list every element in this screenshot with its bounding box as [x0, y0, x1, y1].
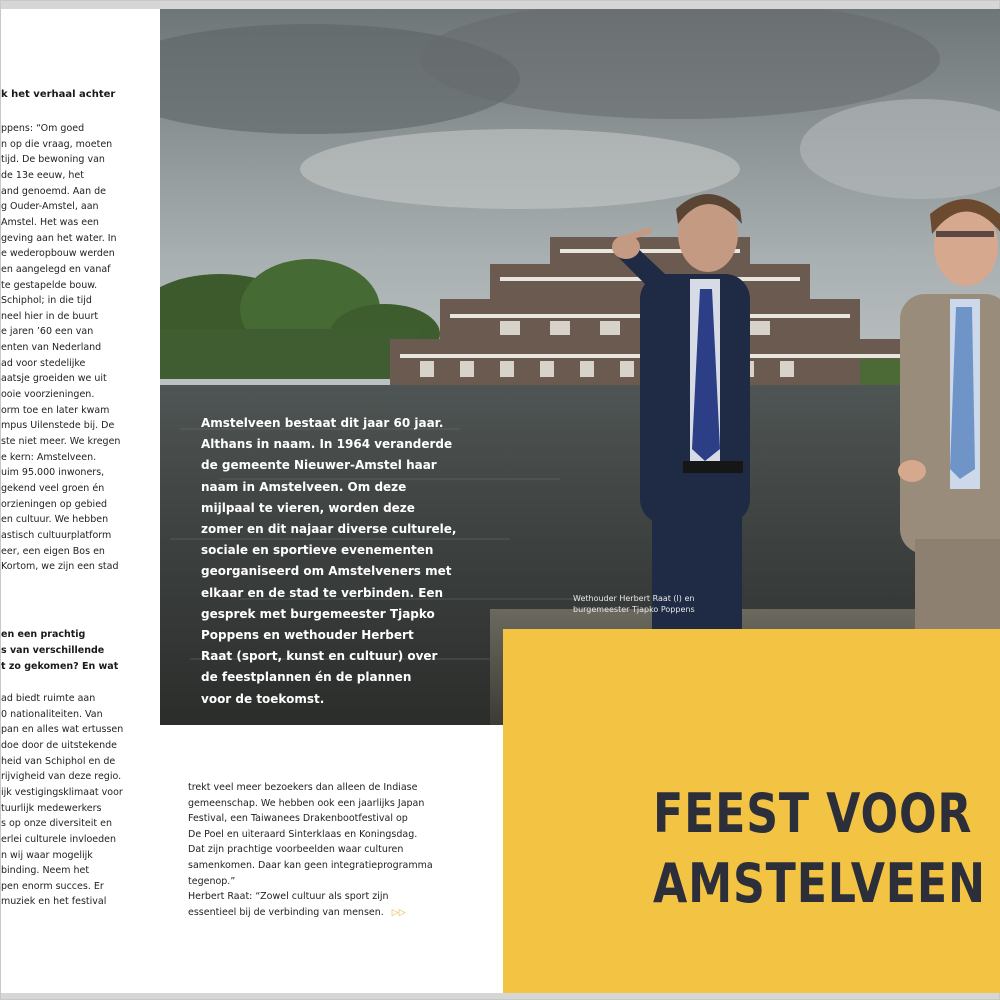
left-column-line: e kern: Amstelveen.: [1, 451, 97, 463]
left-column-line: s op onze diversiteit en: [1, 818, 112, 830]
middle-column-line-text: De Poel en uiteraard Sinterklaas en Koningsdag.: [188, 828, 418, 840]
left-column-line: enten van Nederland: [1, 342, 102, 354]
left-column-line: pan en alles wat ertussen: [1, 724, 124, 736]
left-column-line: heid van Schiphol en de: [1, 755, 116, 767]
left-column-line: n op die vraag, moeten: [1, 138, 113, 150]
intro-line: sociale en sportieve evenementen: [201, 543, 434, 558]
middle-column-line: [188, 780, 488, 796]
left-column-line: pen enorm succes. Er: [1, 880, 104, 892]
intro-text: [201, 413, 457, 710]
intro-line: de feestplannen én de plannen: [201, 670, 412, 685]
title-line-2: AMSTELVEEN: [653, 852, 986, 915]
left-column-line: uim 95.000 inwoners,: [1, 467, 105, 479]
intro-line: voor de toekomst.: [201, 691, 325, 706]
title-line-1: FEEST VOOR: [653, 782, 973, 845]
caption-line-1: Wethouder Herbert Raat (l) en: [573, 594, 695, 603]
left-column-line: ad voor stedelijke: [1, 357, 86, 369]
left-column-line: ooie voorzieningen.: [1, 389, 95, 401]
left-column-line: Amstel. Het was een: [1, 216, 99, 228]
left-column-line: te gestapelde bouw.: [1, 279, 98, 291]
left-column-line: tijd. De bewoning van: [1, 154, 105, 166]
left-column-line: n wij waar mogelijk: [1, 849, 93, 861]
intro-line: Poppens en wethouder Herbert: [201, 628, 414, 643]
magazine-spread: [1, 9, 1000, 993]
left-column-line: and genoemd. Aan de: [1, 185, 107, 197]
left-column-question-line: en een prachtig: [1, 629, 86, 640]
left-column-line: aatsje groeiden we uit: [1, 373, 107, 385]
left-column-line: eer, een eigen Bos en: [1, 545, 105, 557]
middle-column-line: [188, 858, 488, 874]
left-column-line: ste niet meer. We kregen: [1, 436, 121, 447]
left-column-line: Schiphol; in die tijd: [1, 295, 92, 307]
intro-line: Althans in naam. In 1964 veranderde: [201, 437, 453, 452]
intro-line: gesprek met burgemeester Tjapko: [201, 606, 435, 621]
intro-line: de gemeente Nieuwer-Amstel haar: [201, 458, 437, 473]
left-column-line: erlei culturele invloeden: [1, 833, 117, 845]
middle-column-line-text: Dat zijn prachtige voorbeelden waar culturen: [188, 844, 404, 856]
left-column-line: tuurlijk medewerkers: [1, 802, 102, 814]
left-column-line: en aangelegd en vanaf: [1, 263, 111, 275]
left-text-column: [1, 9, 159, 993]
middle-column-line-text: Festival, een Taiwanees Drakenbootfestival op: [188, 813, 408, 825]
left-column-line: Kortom, we zijn een stad: [1, 561, 119, 573]
middle-column-line-text: essentieel bij de verbinding van mensen.: [188, 906, 384, 918]
left-column-line: e jaren ’60 een van: [1, 326, 94, 338]
left-column-line: geving aan het water. In: [1, 232, 117, 244]
left-column-question-line: t zo gekomen? En wat: [1, 661, 119, 672]
left-column-line: 0 nationaliteiten. Van: [1, 708, 103, 720]
middle-text-column: [188, 780, 488, 921]
left-column-line: rijvigheid van deze regio.: [1, 771, 122, 783]
notch-photo: [819, 629, 875, 695]
photo-caption: [573, 593, 713, 615]
middle-column-line-text: trekt veel meer bezoekers dan alleen de Indiase: [188, 782, 418, 793]
middle-column-line-text: gemeenschap. We hebben ook een jaarlijks Japan: [188, 797, 425, 809]
left-column-line: ppens: “Om goed: [1, 123, 85, 134]
intro-line: naam in Amstelveen. Om deze: [201, 479, 407, 494]
middle-column-line-text: samenkomen. Daar kan geen integratieprogramma: [188, 859, 433, 871]
middle-column-line: [188, 827, 488, 843]
intro-line: zomer en dit najaar diverse culturele,: [201, 522, 457, 537]
left-column-line: gekend veel groen én: [1, 482, 105, 494]
middle-column-line: [188, 889, 488, 905]
left-column-line: ijk vestigingsklimaat voor: [1, 786, 123, 798]
left-column-line: en cultuur. We hebben: [1, 514, 109, 526]
middle-column-line: [188, 811, 488, 827]
left-column-heading: k het verhaal achter: [1, 89, 116, 100]
left-column-line: muziek en het festival: [1, 896, 107, 908]
intro-line: georganiseerd om Amstelveners met: [201, 564, 452, 579]
left-column-line: g Ouder-Amstel, aan: [1, 201, 99, 213]
article-title: [653, 779, 986, 919]
left-column-line: orzieningen op gebied: [1, 498, 108, 510]
left-column-line: neel hier in de buurt: [1, 310, 99, 322]
caption-line-2: burgemeester Tjapko Poppens: [573, 605, 695, 614]
intro-line: mijlpaal te vieren, worden deze: [201, 500, 415, 515]
left-column-line: binding. Neem het: [1, 865, 90, 877]
middle-column-line-text: tegenop.”: [188, 875, 236, 887]
left-column-line: e wederopbouw werden: [1, 248, 115, 260]
left-column-line: orm toe en later kwam: [1, 404, 110, 416]
middle-column-line: [188, 905, 488, 922]
left-column-question-line: s van verschillende: [1, 645, 105, 656]
middle-column-line: [188, 796, 488, 812]
intro-line: Raat (sport, kunst en cultuur) over: [201, 649, 438, 664]
middle-column-line: [188, 842, 488, 858]
middle-column-line: [188, 874, 488, 890]
intro-line: elkaar en de stad te verbinden. Een: [201, 585, 444, 600]
continue-arrows-icon: ▷▷: [391, 907, 406, 918]
left-column-line: astisch cultuurplatform: [1, 529, 112, 541]
middle-column-line-text: Herbert Raat: “Zowel cultuur als sport zijn: [188, 891, 389, 903]
left-column-line: ad biedt ruimte aan: [1, 693, 96, 704]
left-column-line: de 13e eeuw, het: [1, 169, 84, 181]
left-column-line: doe door de uitstekende: [1, 739, 117, 751]
intro-line: Amstelveen bestaat dit jaar 60 jaar.: [201, 416, 444, 430]
left-column-line: mpus Uilenstede bij. De: [1, 420, 115, 432]
